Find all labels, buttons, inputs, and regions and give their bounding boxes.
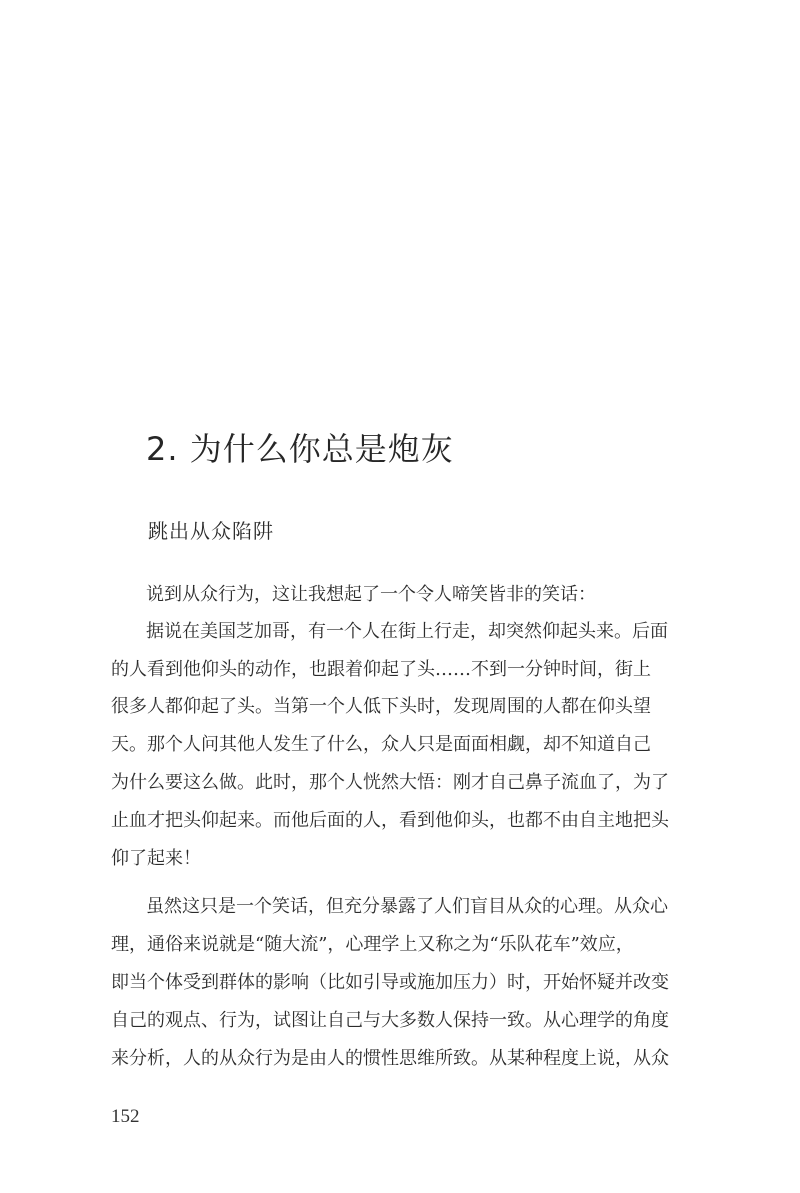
text-line: 很多人都仰起了头。当第一个人低下头时，发现周围的人都在仰头望: [111, 696, 651, 717]
text-line: 的人看到他仰头的动作，也跟着仰起了头……不到一分钟时间，街上: [111, 659, 651, 680]
section-heading: 跳出从众陷阱: [148, 519, 274, 543]
text-line: 自己的观点、行为，试图让自己与大多数人保持一致。从心理学的角度: [111, 1010, 669, 1031]
text-line: 来分析，人的从众行为是由人的惯性思维所致。从某种程度上说，从众: [111, 1048, 669, 1069]
text-line: 据说在美国芝加哥，有一个人在街上行走，却突然仰起头来。后面: [146, 621, 668, 642]
text-line: 仰了起来！: [111, 848, 201, 869]
text-line: 止血才把头仰起来。而他后面的人，看到他仰头，也都不由自主地把头: [111, 810, 669, 831]
text-line: 理，通俗来说就是“随大流”，心理学上又称之为“乐队花车”效应，: [111, 934, 634, 955]
text-line: 说到从众行为，这让我想起了一个令人啼笑皆非的笑话：: [146, 584, 596, 605]
text-line: 天。那个人问其他人发生了什么，众人只是面面相觑，却不知道自己: [111, 734, 651, 755]
chapter-title: 2. 为什么你总是炮灰: [146, 430, 454, 468]
text-line: 为什么要这么做。此时，那个人恍然大悟：刚才自己鼻子流血了，为了: [111, 772, 669, 793]
page-number: 152: [111, 1106, 140, 1127]
text-line: 即当个体受到群体的影响（比如引导或施加压力）时，开始怀疑并改变: [111, 972, 669, 993]
text-line: 虽然这只是一个笑话，但充分暴露了人们盲目从众的心理。从众心: [146, 896, 668, 917]
